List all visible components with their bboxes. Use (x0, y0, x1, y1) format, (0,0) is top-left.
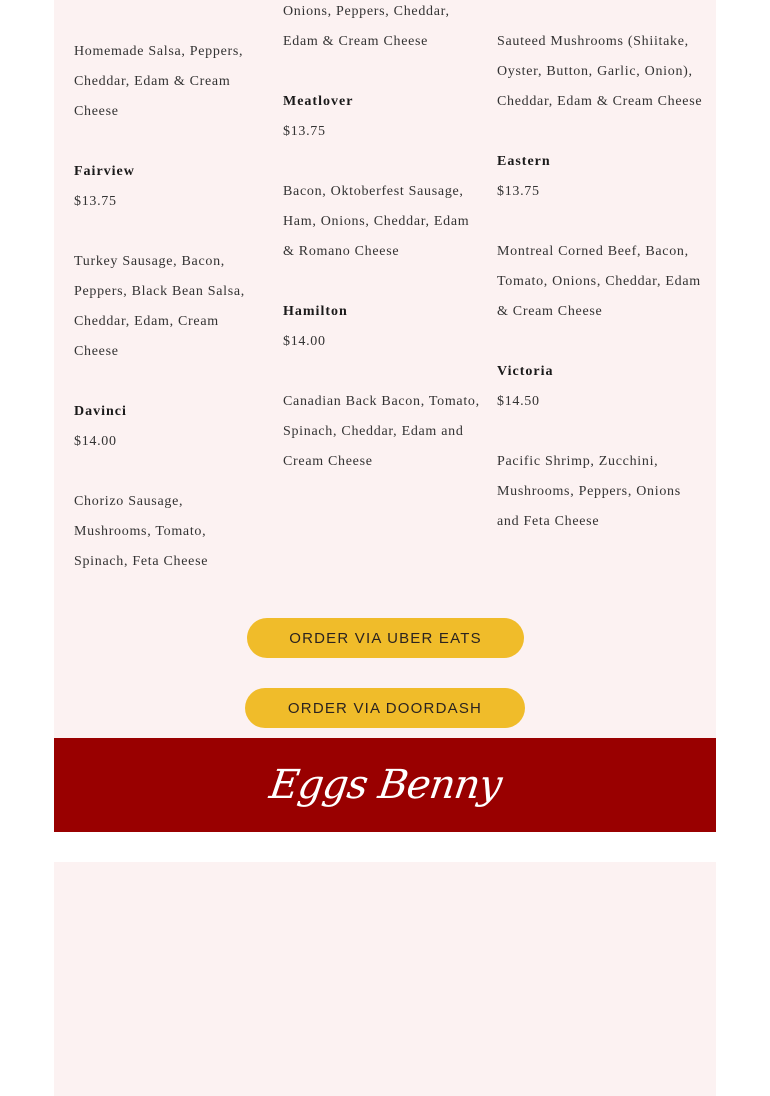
item-description: Homemade Salsa, Peppers, Cheddar, Edam & Cream Cheese (74, 44, 244, 119)
next-section-panel (54, 862, 716, 1096)
item-name: Victoria (497, 364, 554, 379)
item-price: $14.50 (497, 394, 540, 409)
section-title: Eggs Benny (266, 762, 504, 808)
item-price: $13.75 (497, 184, 540, 199)
menu-column-left (74, 37, 264, 577)
item-name: Hamilton (283, 304, 348, 319)
menu-item-fairview (74, 157, 264, 367)
item-name: Davinci (74, 404, 127, 419)
item-name: Fairview (74, 164, 135, 179)
item-name: Meatlover (283, 94, 354, 109)
item-price: $13.75 (74, 194, 117, 209)
menu-item (497, 27, 707, 117)
item-description: Bacon, Oktoberfest Sausage, Ham, Onions, Cheddar, Edam & Romano Cheese (283, 184, 470, 259)
item-description: Pacific Shrimp, Zucchini, Mushrooms, Peppers, Onions and Feta Cheese (497, 454, 681, 529)
menu-item (74, 37, 264, 127)
item-description: Chorizo Sausage, Mushrooms, Tomato, Spinach, Feta Cheese (74, 494, 209, 569)
item-price: $14.00 (74, 434, 117, 449)
menu-item-eastern (497, 147, 707, 327)
item-price: $13.75 (283, 124, 326, 139)
item-description: Onions, Peppers, Cheddar, Edam & Cream Cheese (283, 4, 450, 49)
menu-item-davinci (74, 397, 264, 577)
menu-item-hamilton (283, 297, 481, 477)
item-name: Eastern (497, 154, 551, 169)
item-description: Turkey Sausage, Bacon, Peppers, Black Bean Salsa, Cheddar, Edam, Cream Cheese (74, 254, 245, 359)
item-description: Sauteed Mushrooms (Shiitake, Oyster, Button, Garlic, Onion), Cheddar, Edam & Cream Cheese (497, 34, 703, 109)
order-uber-eats-button[interactable]: ORDER VIA UBER EATS (247, 618, 524, 658)
item-price: $14.00 (283, 334, 326, 349)
menu-item-meatlover (283, 87, 481, 267)
order-doordash-button[interactable]: ORDER VIA DOORDASH (245, 688, 525, 728)
item-description: Canadian Back Bacon, Tomato, Spinach, Cheddar, Edam and Cream Cheese (283, 394, 480, 469)
item-description: Montreal Corned Beef, Bacon, Tomato, Onions, Cheddar, Edam & Cream Cheese (497, 244, 701, 319)
section-banner (54, 738, 716, 832)
menu-column-right (497, 27, 707, 537)
menu-column-middle (283, 0, 481, 477)
menu-item-victoria (497, 357, 707, 537)
menu-item (283, 0, 481, 57)
